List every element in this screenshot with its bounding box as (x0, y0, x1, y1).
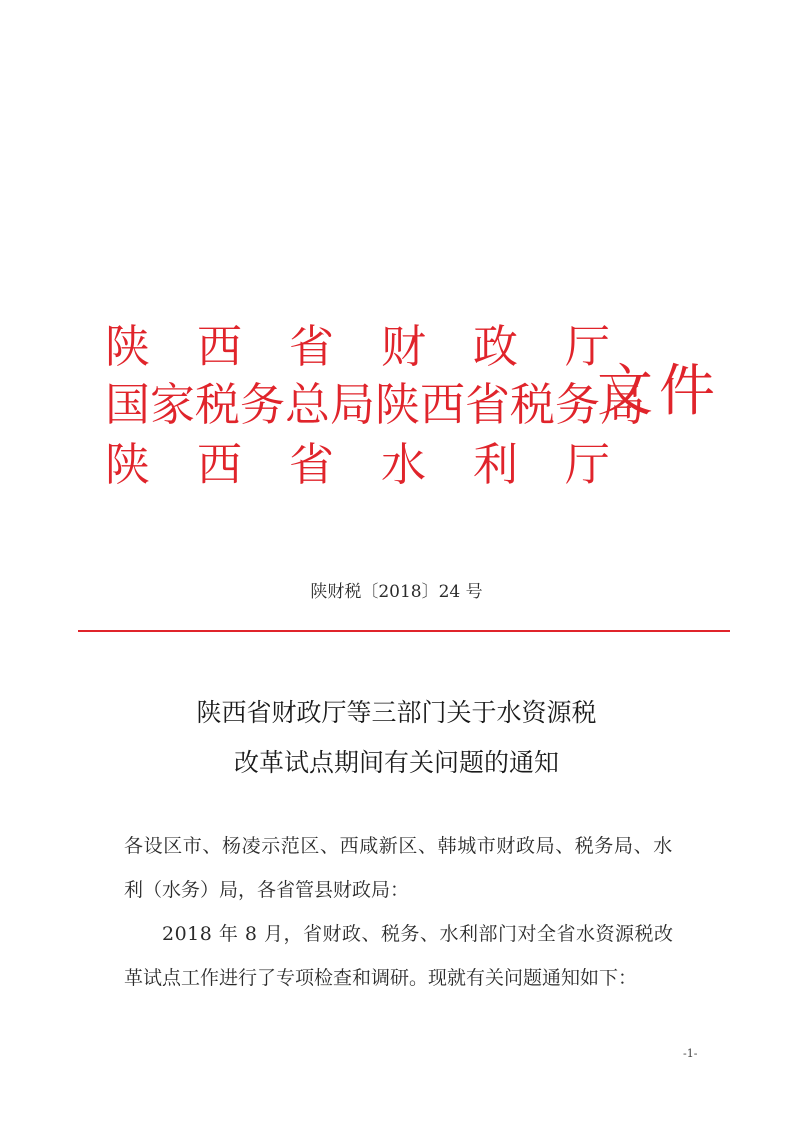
issuer-name-water: 陕西省水利厅 (105, 438, 658, 491)
issuer-name-finance: 陕西省财政厅 (105, 320, 658, 373)
page-number: -1- (683, 1047, 698, 1060)
red-divider (78, 630, 730, 632)
document-kind-label: 文件 (597, 359, 721, 424)
issuer-name-tax: 国家税务总局陕西省税务局 (105, 378, 646, 431)
document-number: 陕财税〔2018〕24 号 (310, 582, 483, 602)
addressee-line-2: 利（水务）局，各省管县财政局： (124, 879, 410, 901)
document-title-line-1: 陕西省财政厅等三部门关于水资源税 (196, 698, 597, 727)
addressee-line-1: 各设区市、杨凌示范区、西咸新区、韩城市财政局、税务局、水 (124, 835, 673, 857)
body-paragraph-line-1: 2018 年 8 月，省财政、税务、水利部门对全省水资源税改 (162, 923, 674, 945)
body-paragraph-line-2: 革试点工作进行了专项检查和调研。现就有关问题通知如下： (124, 967, 638, 989)
document-title-line-2: 改革试点期间有关问题的通知 (233, 748, 559, 777)
